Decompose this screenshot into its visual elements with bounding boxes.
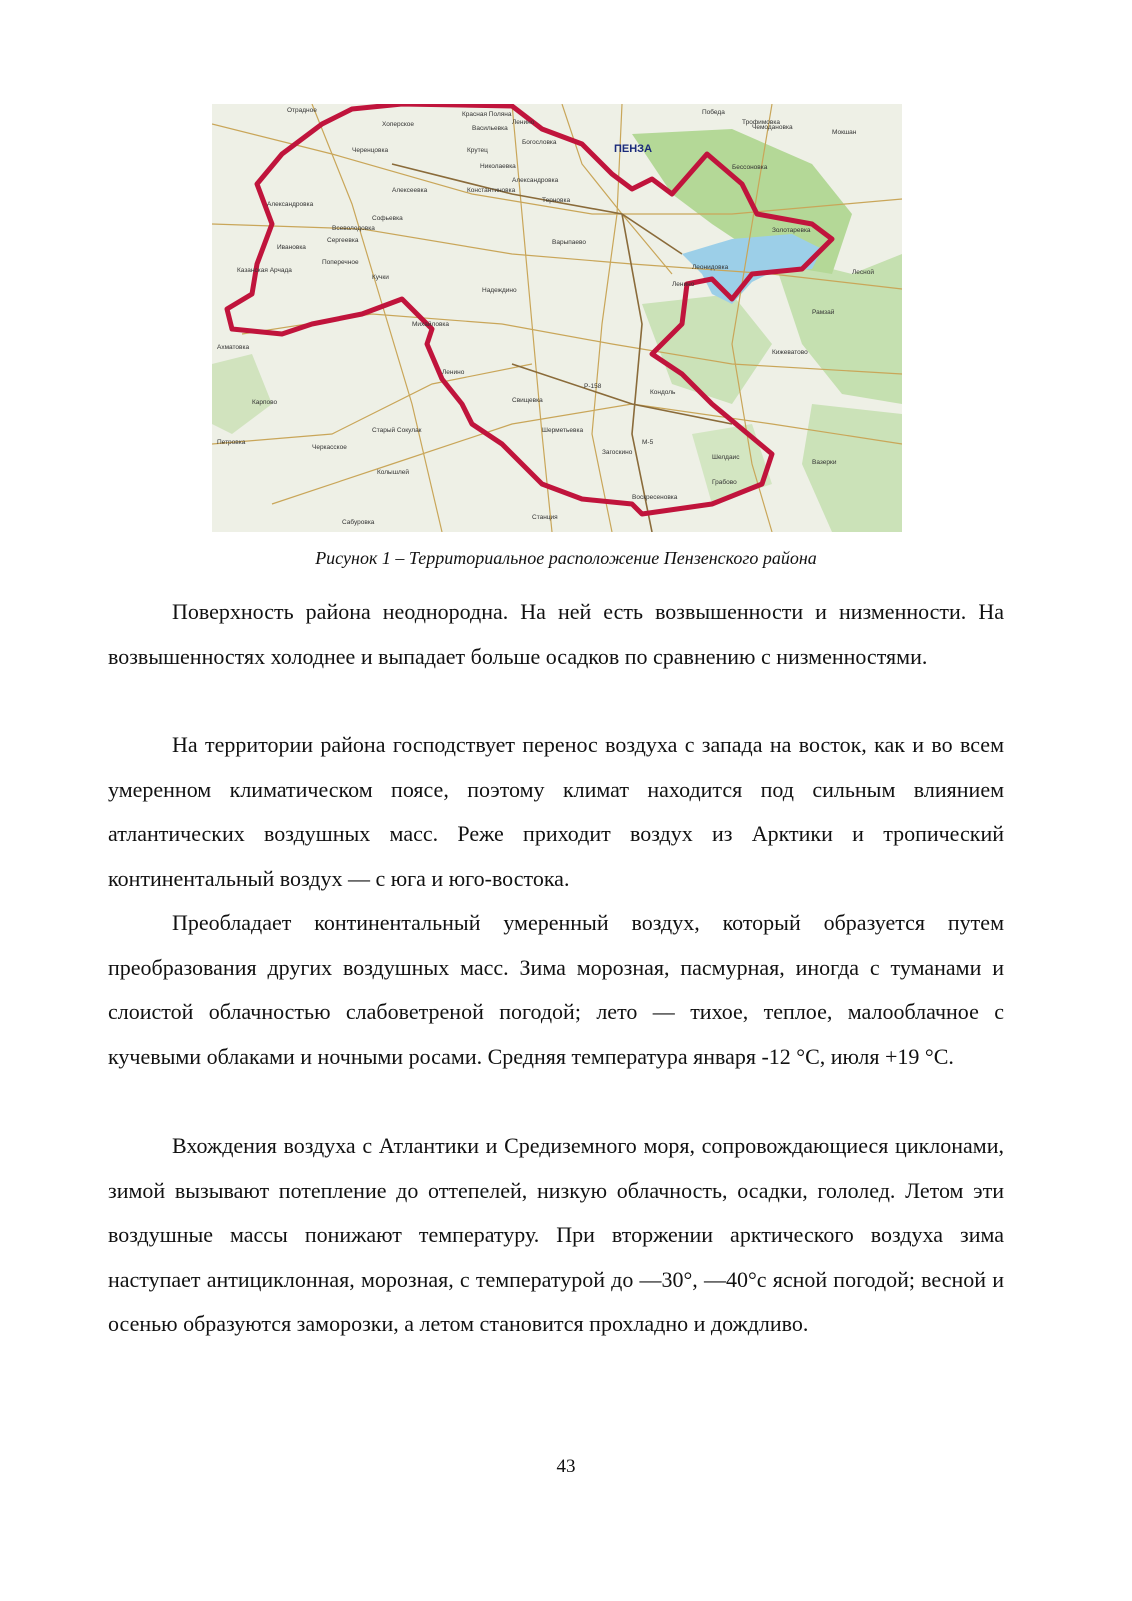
svg-text:Победа: Победа xyxy=(702,109,725,116)
svg-text:Вазерки: Вазерки xyxy=(812,459,837,466)
forest-areas xyxy=(212,129,902,532)
svg-text:М-5: М-5 xyxy=(642,439,654,446)
svg-text:Трофимовка: Трофимовка xyxy=(742,119,780,126)
svg-text:Всеволодовка: Всеволодовка xyxy=(332,225,375,232)
svg-text:Золотаревка: Золотаревка xyxy=(772,227,811,234)
svg-text:Хоперское: Хоперское xyxy=(382,121,415,128)
svg-text:Леонидовка: Леонидовка xyxy=(692,264,729,271)
paragraph-atlantic-air: Вхождения воздуха с Атлантики и Средиземного моря, сопровождающиеся циклонами, зимой вызывают потепление до оттепелей, низкую облачность, осадки, гололед. Летом эти воздушные массы понижают температуру. При вторжении арктического воздуха зима наступает антициклонная, морозная, с температурой до —30°, —40°с ясной погодой; весной и осенью образуются заморозки, а летом становится прохладно и дождливо. xyxy=(108,1133,1004,1336)
paragraph-air-transfer: На территории района господствует перенос воздуха с запада на восток, как и во всем умеренном климатическом поясе, поэтому климат находится под сильным влиянием атлантических воздушных масс. Реже приходит воздух из Арктики и тропический континентальный воздух — с юга и юго-востока. xyxy=(108,732,1004,891)
svg-text:Станция: Станция xyxy=(532,514,558,521)
svg-text:Мокшан: Мокшан xyxy=(832,129,857,136)
svg-text:Кондоль: Кондоль xyxy=(650,389,676,396)
svg-text:Карпово: Карпово xyxy=(252,399,278,406)
svg-text:Алексеевка: Алексеевка xyxy=(392,187,428,194)
paragraph-surface: Поверхность района неоднородна. На ней есть возвышенности и низменности. На возвышенностях холоднее и выпадает больше осадков по сравнению с низменностями. xyxy=(108,599,1004,669)
svg-text:Ахматовка: Ахматовка xyxy=(217,344,250,351)
paragraph-continental-air: Преобладает континентальный умеренный воздух, который образуется путем преобразования других воздушных масс. Зима морозная, пасмурная, иногда с туманами и слоистой облачностью слабоветреной погодой; лето — тихое, теплое, малооблачное с кучевыми облаками и ночными росами. Средняя температура января -12 °С, июля +19 °С. xyxy=(108,910,1004,1069)
svg-text:Старый Сокулак: Старый Сокулак xyxy=(372,427,422,434)
svg-text:Кучки: Кучки xyxy=(372,274,389,281)
svg-text:Петровка: Петровка xyxy=(217,439,246,446)
svg-text:Надеждино: Надеждино xyxy=(482,287,517,294)
svg-text:Софьевка: Софьевка xyxy=(372,215,403,222)
svg-text:Воскресеновка: Воскресеновка xyxy=(632,494,678,501)
svg-text:Васильевка: Васильевка xyxy=(472,125,508,132)
svg-text:Бессоновка: Бессоновка xyxy=(732,164,768,171)
svg-text:Шерметьевка: Шерметьевка xyxy=(542,427,584,434)
svg-text:Лесной: Лесной xyxy=(852,269,874,276)
city-label: ПЕНЗА xyxy=(614,143,653,155)
district-map-figure xyxy=(212,104,902,532)
svg-text:Ленино: Ленино xyxy=(512,119,535,126)
svg-text:Сергеевка: Сергеевка xyxy=(327,237,359,244)
svg-text:Загоскино: Загоскино xyxy=(602,449,633,456)
svg-text:Константиновка: Константиновка xyxy=(467,187,516,194)
svg-text:Александровка: Александровка xyxy=(512,177,559,184)
svg-text:Шелдаис: Шелдаис xyxy=(712,454,740,461)
svg-text:Николаевка: Николаевка xyxy=(480,163,516,170)
svg-text:Чемодановка: Чемодановка xyxy=(752,124,793,131)
svg-text:Ленино: Ленино xyxy=(442,369,465,376)
svg-text:Богословка: Богословка xyxy=(522,139,557,146)
svg-text:Кижеватово: Кижеватово xyxy=(772,349,808,356)
svg-text:Красная Поляна: Красная Поляна xyxy=(462,111,512,118)
svg-text:Ленино: Ленино xyxy=(672,281,695,288)
svg-text:Сабуровка: Сабуровка xyxy=(342,519,375,526)
figure-caption: Рисунок 1 – Территориальное расположение Пензенского района xyxy=(315,548,817,568)
page-number: 43 xyxy=(556,1456,576,1477)
svg-text:Казанская Арчада: Казанская Арчада xyxy=(237,267,292,274)
svg-text:Черенцовка: Черенцовка xyxy=(352,147,389,154)
svg-text:Варыпаево: Варыпаево xyxy=(552,239,586,246)
svg-text:Грабово: Грабово xyxy=(712,479,737,486)
svg-text:Свищевка: Свищевка xyxy=(512,397,543,404)
svg-text:Терновка: Терновка xyxy=(542,197,571,204)
svg-text:Колышлей: Колышлей xyxy=(377,469,409,476)
svg-text:Ивановка: Ивановка xyxy=(277,244,306,251)
svg-text:Р-158: Р-158 xyxy=(584,383,602,390)
svg-text:Александровка: Александровка xyxy=(267,201,314,208)
svg-text:Отрадное: Отрадное xyxy=(287,107,317,114)
svg-text:Рамзай: Рамзай xyxy=(812,309,835,316)
svg-text:Крутец: Крутец xyxy=(467,147,488,154)
district-map xyxy=(212,104,902,532)
svg-text:Поперечное: Поперечное xyxy=(322,259,359,266)
svg-text:Михайловка: Михайловка xyxy=(412,321,450,328)
svg-text:Черкасское: Черкасское xyxy=(312,444,347,451)
